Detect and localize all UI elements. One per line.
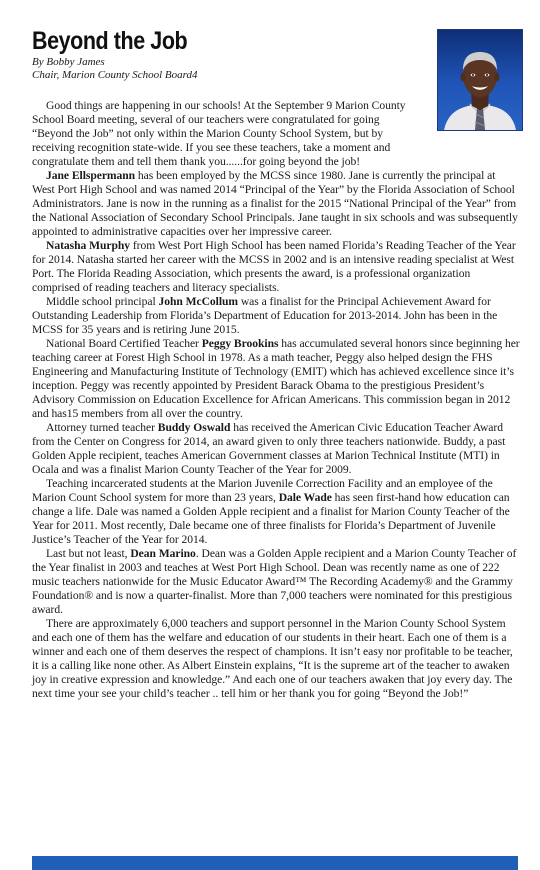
paragraph-dean-marino: Last but not least, Dean Marino. Dean was a Golden Apple recipient and a Marion County Teacher of the Year finalist in 2003 and teaches at West Port High School. Dean was recently name as one of 222 music teachers nationwide for the Music Educator Award™ The Recording Academy® and the Grammy Foundation® and is now a quarter-finalist. More than 7,000 teachers were nominated for this prestigious award. [32,547,517,616]
paragraph-dale-wade: Teaching incarcerated students at the Marion Juvenile Correction Facility and an employee of the Marion Count School system for more than 23 years, Dale Wade has seen first-hand how education can change a life. Dale was named a Golden Apple recipient and a finalist for Marion County Teacher of the Year for 2011. Most recently, Dale became one of three finalists for Florida’s Department of Juvenile Justice’s Teacher of the Year for 2014. [32,477,510,546]
honoree-name: Buddy Oswald [157,421,231,434]
footer-accent-bar [32,856,518,870]
honoree-name: Dean Marino [130,547,196,560]
honoree-name: Natasha Murphy [46,239,131,252]
paragraph-peggy-brookins: National Board Certified Teacher Peggy Brookins has accumulated several honors since beginning her teaching career at Forest High School in 1978. As a math teacher, Peggy also helped design the FHS Engineering and Manufacturing Institute of Technology (EMIT) which has achieved excellence since it’s inception. Peggy was recently appointed by President Barack Obama to the prestigious President’s Advisory Commission on Education Excellence for African Americans. This commission began in 2012 and has15 members from all over the country. [32,337,520,420]
honoree-name: Peggy Brookins [201,337,279,350]
article-title: Beyond the Job [32,27,188,55]
honoree-name: John McCollum [158,295,239,308]
paragraph-john-mccollum: Middle school principal John McCollum was a finalist for the Principal Achievement Award for Outstanding Leadership from Florida’s Department of Education for 2013-2014. John has been in the MCSS for 35 years and is retiring June 2015. [32,295,498,336]
paragraph-natasha-murphy: Natasha Murphy from West Port High School has been named Florida’s Reading Teacher of the Year for 2014. Natasha started her career with the MCSS in 2002 and is an intensive reading specialist at West Port. The Florida Reading Association, which presents the award, is a professional organization comprised of reading teachers and literacy specialists. [32,239,516,294]
closing-paragraph: There are approximately 6,000 teachers and support personnel in the Marion County School System and each one of them has the welfare and education of our students in their heart. Each one of them is a winner and each one of them deserves the respect of champions. It isn’t easy nor profitable to be teacher, it is a calling like none other. As Albert Einstein explains, “It is the supreme art of the teacher to awaken joy in creative expression and knowledge.” And each one of our teachers awaken that joy every day. The next time your see your child’s teacher .. tell him or her thank you for going “Beyond the Job!” [32,617,513,700]
paragraph-jane-ellspermann: Jane Ellspermann has been employed by the MCSS since 1980. Jane is currently the principal at West Port High School and was named 2014 “Principal of the Year” by the Florida Association of School Administrators. Jane is now in the running as a finalist for the 2015 “National Principal of the Year” from the National Association of Secondary School Principals. Jane taught in six schools and was subsequently appointed to administrative capacities over her impressive career. [32,169,518,238]
paragraph-buddy-oswald: Attorney turned teacher Buddy Oswald has received the American Civic Education Teacher Award from the Center on Congress for 2014, an award given to only three teachers nationwide. Buddy, a past Golden Apple recipient, teaches American Government classes at Marion Technical Institute (MTI) in Ocala and was a finalist Marion County Teacher of the Year for 2009. [32,421,506,476]
author-affiliation: Chair, Marion County School Board4 [32,69,198,81]
honoree-name: Jane Ellspermann [46,169,136,182]
honoree-name: Dale Wade [278,491,332,504]
intro-paragraph: Good things are happening in our schools! At the September 9 Marion County School Board meeting, several of our teachers were congratulated for going “Beyond the Job” not only within the Marion County School System, but by receiving recognition state-wide. If you see these teachers, take a moment and congratulate them and tell them thank you......for going beyond the job! [32,99,406,168]
article-body [32,99,520,701]
article-header [32,26,422,82]
byline: By Bobby James [32,56,105,68]
